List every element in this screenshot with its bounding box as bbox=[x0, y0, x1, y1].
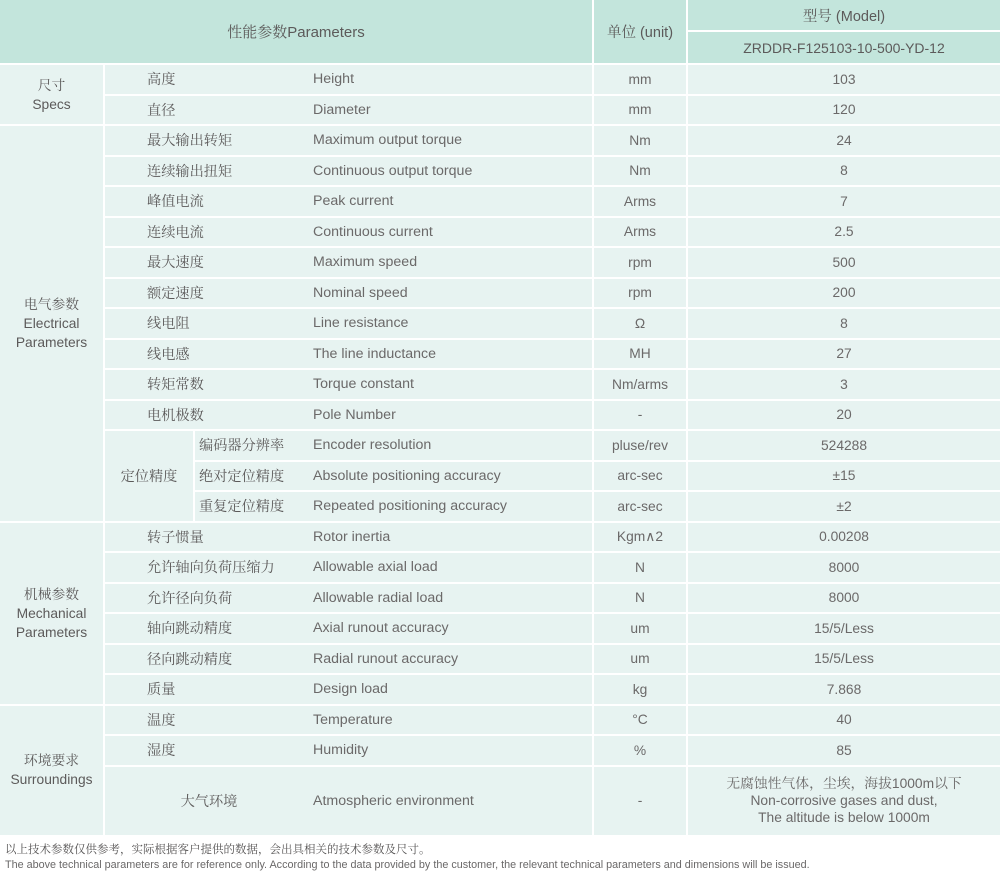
parameter-name-en: Atmospheric environment bbox=[313, 792, 474, 809]
unit-value: - bbox=[637, 407, 643, 423]
parameter-name-cell bbox=[105, 401, 592, 430]
section-label bbox=[0, 706, 103, 835]
unit-cell bbox=[594, 248, 686, 277]
group-rows bbox=[195, 431, 1000, 521]
parameter-name-cell bbox=[105, 767, 592, 835]
parameter-value: 27 bbox=[836, 346, 852, 362]
parameter-name-en: Continuous current bbox=[313, 223, 433, 240]
unit-value: arc-sec bbox=[617, 498, 663, 514]
section-specs bbox=[0, 65, 1000, 124]
parameter-name-en: Allowable radial load bbox=[313, 589, 444, 606]
parameter-name-zh: 高度 bbox=[147, 72, 176, 89]
table-row bbox=[105, 523, 1000, 552]
parameter-name-zh: 最大输出转矩 bbox=[147, 133, 233, 150]
parameter-name-cell bbox=[195, 462, 592, 491]
header-unit-cell bbox=[594, 0, 686, 63]
value-cell bbox=[688, 279, 1000, 308]
parameter-name-zh: 温度 bbox=[147, 712, 176, 729]
parameter-name-cell bbox=[105, 736, 592, 765]
parameter-value: 500 bbox=[832, 254, 856, 270]
parameter-value: 524288 bbox=[820, 437, 868, 453]
unit-cell bbox=[594, 401, 686, 430]
parameter-name-en: Humidity bbox=[313, 742, 369, 759]
parameter-name-en: Repeated positioning accuracy bbox=[313, 498, 508, 515]
unit-cell bbox=[594, 675, 686, 704]
parameter-name-zh: 质量 bbox=[147, 682, 176, 699]
parameter-name-zh: 重复定位精度 bbox=[199, 499, 285, 516]
header-model-column bbox=[688, 0, 1000, 63]
table-row bbox=[105, 401, 1000, 430]
parameter-name-en: Maximum output torque bbox=[313, 132, 463, 149]
table-row bbox=[105, 736, 1000, 765]
table-row bbox=[105, 157, 1000, 186]
parameter-name-cell bbox=[105, 706, 592, 735]
value-cell bbox=[688, 584, 1000, 613]
value-cell bbox=[688, 126, 1000, 155]
header-unit-label: 单位 (unit) bbox=[606, 25, 674, 41]
section-label-line: Mechanical bbox=[16, 605, 87, 621]
parameter-name-cell bbox=[105, 340, 592, 369]
unit-value: rpm bbox=[628, 254, 652, 270]
parameter-name-en: Temperature bbox=[313, 711, 393, 728]
table-row bbox=[105, 614, 1000, 643]
unit-value: Nm bbox=[629, 163, 651, 179]
parameter-name-zh: 转矩常数 bbox=[147, 377, 204, 394]
parameter-value: 120 bbox=[832, 102, 856, 118]
parameter-value: 7 bbox=[840, 193, 848, 209]
unit-value: MH bbox=[629, 346, 651, 362]
section-label bbox=[0, 126, 103, 521]
unit-value: mm bbox=[628, 71, 652, 87]
parameter-name-en: Continuous output torque bbox=[313, 162, 473, 179]
parameter-name-en: Absolute positioning accuracy bbox=[313, 467, 501, 484]
value-cell bbox=[688, 492, 1000, 521]
parameter-name-zh: 转子惯量 bbox=[147, 529, 204, 546]
unit-value: rpm bbox=[628, 285, 652, 301]
parameter-name-cell bbox=[105, 187, 592, 216]
table-row bbox=[105, 370, 1000, 399]
section-label bbox=[0, 523, 103, 704]
unit-value: Kgm∧2 bbox=[616, 528, 664, 544]
parameter-value: 2.5 bbox=[834, 224, 854, 240]
unit-value: % bbox=[633, 742, 647, 758]
value-line: The altitude is below 1000m bbox=[758, 810, 930, 825]
section-rows bbox=[105, 523, 1000, 704]
unit-cell bbox=[594, 309, 686, 338]
unit-cell bbox=[594, 553, 686, 582]
unit-cell bbox=[594, 431, 686, 460]
unit-value: pluse/rev bbox=[612, 437, 668, 453]
header-model-cell bbox=[688, 0, 1000, 30]
section-label-line: Parameters bbox=[15, 334, 88, 350]
value-cell bbox=[688, 96, 1000, 125]
unit-value: arc-sec bbox=[617, 468, 663, 484]
unit-cell bbox=[594, 706, 686, 735]
parameter-name-en: Height bbox=[313, 71, 355, 88]
unit-value: Arms bbox=[623, 224, 657, 240]
unit-value: Nm/arms bbox=[612, 376, 668, 392]
unit-cell bbox=[594, 65, 686, 94]
unit-cell bbox=[594, 340, 686, 369]
section-label-line: Parameters bbox=[15, 624, 88, 640]
parameter-value: 8000 bbox=[828, 559, 860, 575]
unit-value: Arms bbox=[623, 193, 657, 209]
value-cell bbox=[688, 340, 1000, 369]
parameter-name-en: The line inductance bbox=[313, 345, 437, 362]
unit-cell bbox=[594, 96, 686, 125]
table-row bbox=[105, 706, 1000, 735]
value-cell bbox=[688, 553, 1000, 582]
parameter-value: 15/5/Less bbox=[814, 620, 874, 636]
section-label-line: Electrical bbox=[23, 315, 80, 331]
parameter-name-cell bbox=[105, 370, 592, 399]
unit-value: um bbox=[630, 651, 650, 667]
parameter-value: 200 bbox=[832, 285, 856, 301]
table-row bbox=[195, 431, 1000, 460]
unit-cell bbox=[594, 523, 686, 552]
value-cell bbox=[688, 431, 1000, 460]
section-label-line: Surroundings bbox=[10, 772, 93, 787]
value-cell bbox=[688, 65, 1000, 94]
parameter-name-en: Nominal speed bbox=[313, 284, 408, 301]
unit-cell bbox=[594, 614, 686, 643]
table-row bbox=[105, 767, 1000, 835]
parameter-value: 8 bbox=[840, 163, 848, 179]
unit-value: mm bbox=[628, 102, 652, 118]
parameter-name-cell bbox=[105, 645, 592, 674]
parameter-name-cell bbox=[105, 675, 592, 704]
table-row bbox=[105, 675, 1000, 704]
parameter-name-zh: 编码器分辨率 bbox=[199, 438, 285, 455]
table-body bbox=[0, 65, 1000, 835]
section-label-line: 电气参数 bbox=[23, 296, 80, 312]
section-label-line: 尺寸 bbox=[37, 77, 66, 93]
unit-cell bbox=[594, 187, 686, 216]
value-cell bbox=[688, 736, 1000, 765]
section-mechanical-parameters bbox=[0, 523, 1000, 704]
parameter-name-cell bbox=[105, 614, 592, 643]
parameter-value: 3 bbox=[840, 376, 848, 392]
parameter-name-cell bbox=[105, 553, 592, 582]
value-cell bbox=[688, 218, 1000, 247]
unit-value: kg bbox=[632, 681, 648, 697]
parameter-name-en: Maximum speed bbox=[313, 254, 418, 271]
unit-cell bbox=[594, 279, 686, 308]
parameter-name-cell bbox=[105, 279, 592, 308]
parameter-name-en: Allowable axial load bbox=[313, 559, 438, 576]
parameter-name-zh: 直径 bbox=[147, 102, 176, 119]
parameter-name-cell bbox=[195, 431, 592, 460]
parameter-name-zh: 连续输出扭矩 bbox=[147, 163, 233, 180]
parameter-name-zh: 允许轴向负荷压缩力 bbox=[147, 560, 275, 577]
table-row bbox=[105, 279, 1000, 308]
value-cell bbox=[688, 767, 1000, 835]
unit-cell bbox=[594, 584, 686, 613]
value-cell bbox=[688, 248, 1000, 277]
value-cell bbox=[688, 614, 1000, 643]
section-rows bbox=[105, 65, 1000, 124]
parameter-value: 20 bbox=[836, 407, 852, 423]
parameter-name-zh: 允许径向负荷 bbox=[147, 590, 233, 607]
section-label-line: 机械参数 bbox=[23, 586, 80, 602]
parameter-value: 24 bbox=[836, 132, 852, 148]
parameter-value: 85 bbox=[836, 742, 852, 758]
value-cell bbox=[688, 645, 1000, 674]
table-row bbox=[105, 218, 1000, 247]
unit-value: Ω bbox=[634, 315, 646, 331]
unit-cell bbox=[594, 218, 686, 247]
unit-value: N bbox=[635, 590, 645, 606]
parameter-name-zh: 线电感 bbox=[147, 346, 190, 363]
header-model-number-cell bbox=[688, 32, 1000, 63]
parameter-name-cell bbox=[105, 584, 592, 613]
unit-cell bbox=[594, 157, 686, 186]
value-cell bbox=[688, 157, 1000, 186]
parameter-name-cell bbox=[105, 218, 592, 247]
footnote bbox=[0, 837, 1000, 873]
unit-cell bbox=[594, 736, 686, 765]
table-row bbox=[105, 645, 1000, 674]
table-row bbox=[105, 553, 1000, 582]
table-row bbox=[105, 126, 1000, 155]
unit-value: - bbox=[637, 793, 643, 808]
parameter-name-zh: 大气环境 bbox=[180, 793, 238, 810]
unit-cell bbox=[594, 126, 686, 155]
parameter-value: 7.868 bbox=[826, 681, 862, 697]
parameter-name-en: Line resistance bbox=[313, 315, 409, 332]
parameter-name-zh: 连续电流 bbox=[147, 224, 204, 241]
table-row bbox=[195, 492, 1000, 521]
parameter-name-cell bbox=[105, 157, 592, 186]
parameter-name-zh: 轴向跳动精度 bbox=[147, 621, 233, 638]
parameter-name-cell bbox=[105, 96, 592, 125]
section-label-line: Specs bbox=[32, 96, 71, 112]
parameter-value: 15/5/Less bbox=[814, 651, 874, 667]
value-line: Non-corrosive gases and dust, bbox=[750, 793, 938, 808]
table-row bbox=[105, 584, 1000, 613]
parameter-value: 103 bbox=[832, 71, 856, 87]
header-model-label: 型号 (Model) bbox=[802, 8, 886, 25]
value-cell bbox=[688, 309, 1000, 338]
model-number: ZRDDR-F125103-10-500-YD-12 bbox=[743, 39, 945, 56]
parameter-name-en: Design load bbox=[313, 681, 388, 698]
table-header bbox=[0, 0, 1000, 63]
table-row bbox=[105, 96, 1000, 125]
unit-cell bbox=[594, 645, 686, 674]
parameter-name-cell bbox=[105, 523, 592, 552]
unit-value: °C bbox=[632, 712, 648, 728]
parameter-name-zh: 绝对定位精度 bbox=[199, 468, 285, 485]
parameter-name-cell bbox=[105, 309, 592, 338]
value-cell bbox=[688, 675, 1000, 704]
section-electrical-parameters bbox=[0, 126, 1000, 521]
unit-value: um bbox=[630, 620, 650, 636]
value-cell bbox=[688, 523, 1000, 552]
value-cell bbox=[688, 462, 1000, 491]
parameter-value: 0.00208 bbox=[819, 529, 869, 545]
parameter-name-en: Axial runout accuracy bbox=[313, 620, 449, 637]
parameter-name-en: Rotor inertia bbox=[313, 528, 391, 545]
parameter-name-en: Peak current bbox=[313, 193, 394, 210]
parameter-name-en: Torque constant bbox=[313, 376, 414, 393]
unit-value: N bbox=[635, 559, 645, 575]
parameter-name-zh: 湿度 bbox=[147, 743, 176, 760]
parameter-name-zh: 径向跳动精度 bbox=[147, 651, 233, 668]
footnote-english: The above technical parameters are for reference only. According to the data provided by the customer, the relevant technical parameters and dimensions will be issued. bbox=[5, 858, 810, 871]
value-cell bbox=[688, 401, 1000, 430]
value-cell bbox=[688, 706, 1000, 735]
section-label bbox=[0, 65, 103, 124]
parameter-name-en: Encoder resolution bbox=[313, 437, 432, 454]
table-row bbox=[105, 65, 1000, 94]
table-row bbox=[195, 462, 1000, 491]
parameter-name-cell bbox=[105, 126, 592, 155]
parameter-value: ±2 bbox=[836, 498, 852, 514]
unit-cell bbox=[594, 370, 686, 399]
section-rows bbox=[105, 706, 1000, 835]
unit-value: Nm bbox=[629, 132, 651, 148]
parameter-name-zh: 额定速度 bbox=[147, 285, 204, 302]
parameter-value: 40 bbox=[836, 712, 852, 728]
parameter-name-en: Radial runout accuracy bbox=[313, 650, 459, 667]
parameter-name-en: Pole Number bbox=[313, 406, 396, 423]
unit-cell bbox=[594, 767, 686, 835]
footnote-chinese: 以上技术参数仅供参考，实际根据客户提供的数据，会出具相关的技术参数及尺寸。 bbox=[5, 843, 431, 856]
unit-cell bbox=[594, 462, 686, 491]
header-parameters-cell bbox=[0, 0, 592, 63]
parameter-name-cell bbox=[105, 65, 592, 94]
parameter-value: 8 bbox=[840, 315, 848, 331]
unit-cell bbox=[594, 492, 686, 521]
value-cell bbox=[688, 187, 1000, 216]
value-cell bbox=[688, 370, 1000, 399]
parameter-name-zh: 最大速度 bbox=[147, 255, 204, 272]
positioning-accuracy-group bbox=[105, 431, 1000, 521]
parameter-name-en: Diameter bbox=[313, 101, 371, 118]
parameter-name-zh: 线电阻 bbox=[147, 316, 190, 333]
table-row bbox=[105, 340, 1000, 369]
parameter-value: ±15 bbox=[832, 468, 856, 484]
table-row bbox=[105, 187, 1000, 216]
parameter-name-cell bbox=[105, 248, 592, 277]
header-parameters-label: 性能参数Parameters bbox=[227, 24, 365, 41]
section-surroundings bbox=[0, 706, 1000, 835]
parameter-name-zh: 峰值电流 bbox=[147, 194, 204, 211]
section-rows bbox=[105, 126, 1000, 521]
table-row bbox=[105, 248, 1000, 277]
parameter-value: 8000 bbox=[828, 590, 860, 606]
table-row bbox=[105, 309, 1000, 338]
parameter-name-cell bbox=[195, 492, 592, 521]
section-label-line: 环境要求 bbox=[23, 753, 80, 768]
parameter-name-zh: 电机极数 bbox=[147, 407, 204, 424]
value-line: 无腐蚀性气体，尘埃，海拔1000m以下 bbox=[726, 776, 962, 791]
group-label: 定位精度 bbox=[105, 431, 193, 521]
